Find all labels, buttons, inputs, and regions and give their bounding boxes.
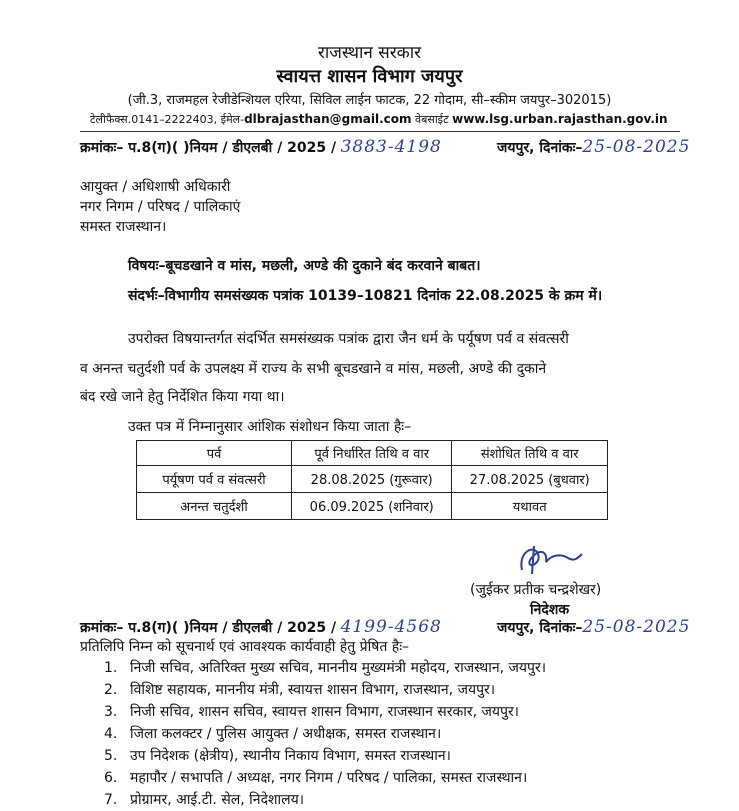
table-header-cell: पर्व bbox=[137, 441, 292, 466]
table-cell: 28.08.2025 (गुरूवार) bbox=[292, 466, 452, 493]
table-cell: अनन्त चतुर्दशी bbox=[137, 493, 292, 520]
list-item: 5. उप निदेशक (क्षेत्रीय), स्थानीय निकाय विभाग, समस्त राजस्थान। bbox=[104, 748, 451, 764]
reference-number-2 bbox=[80, 617, 442, 637]
table-row bbox=[137, 466, 608, 493]
addressee-line: समस्त राजस्थान। bbox=[80, 219, 167, 235]
subject-line: विषयः–बूचडखाने व मांस, मछली, अण्डे की दुकाने बंद करवाने बाबत। bbox=[128, 258, 481, 274]
reference-label-1: क्रमांकः– प.8(ग)( )नियम / डीएलबी / 2025 / bbox=[80, 140, 337, 156]
table-header-cell: पूर्व निर्धारित तिथि व वार bbox=[292, 441, 452, 466]
body-paragraph-2: उक्त पत्र में निम्नानुसार आंशिक संशोधन किया जाता हैः– bbox=[128, 419, 412, 435]
copy-intro: प्रतिलिपि निम्न को सूचनार्थ एवं आवश्यक कार्यवाही हेतु प्रेषित हैः– bbox=[80, 639, 410, 655]
addressee-block bbox=[80, 177, 240, 237]
date-label-2: जयपुर, दिनांकः– bbox=[497, 620, 583, 636]
signature-mark bbox=[508, 540, 588, 580]
body-paragraph-1-line-1: उपरोक्त विषयान्तर्गत संदर्भित समसंख्यक पत्रांक द्वारा जैन धर्म के पर्यूषण पर्व व संवत्सरी bbox=[128, 331, 569, 347]
signatory-designation: निदेशक bbox=[530, 602, 570, 618]
contact-phone: टेलीफैक्स.0141–2222403, ईमेल- bbox=[90, 113, 245, 126]
table-cell: यथावत bbox=[452, 493, 608, 520]
list-item: 6. महापौर / सभापति / अध्यक्ष, नगर निगम / परिषद / पालिका, समस्त राजस्थान। bbox=[104, 770, 528, 786]
body-paragraph-1-line-3: बंद रखे जाने हेतु निर्देशित किया गया था। bbox=[80, 389, 285, 405]
header-department: स्वायत्त शासन विभाग जयपुर bbox=[276, 66, 463, 87]
list-item: 3. निजी सचिव, शासन सचिव, स्वायत्त शासन विभाग, राजस्थान सरकार, जयपुर। bbox=[104, 704, 519, 720]
copy-list bbox=[104, 657, 546, 811]
addressee-line: नगर निगम / परिषद / पालिकाएं bbox=[80, 199, 241, 215]
handwritten-date-1: 25-08-2025 bbox=[582, 137, 691, 157]
handwritten-number-2: 4199-4568 bbox=[340, 617, 442, 637]
body-paragraph-1-line-2: व अनन्त चतुर्दशी पर्व के उपलक्ष्य में राज्य के सभी बूचडखाने व मांस, मछली, अण्डे की दुकाने bbox=[80, 361, 547, 377]
addressee-line: आयुक्त / अधिशाषी अधिकारी bbox=[80, 179, 231, 195]
table-header-cell: संशोधित तिथि व वार bbox=[452, 441, 608, 466]
reference-label-2: क्रमांकः– प.8(ग)( )नियम / डीएलबी / 2025 / bbox=[80, 620, 337, 636]
header-address: (जी.3, राजमहल रेजीडेन्शियल एरिया, सिविल लाईन फाटक, 22 गोदाम, सी–स्कीम जयपुर–302015) bbox=[127, 93, 612, 108]
date-label-1: जयपुर, दिनांकः– bbox=[497, 140, 583, 156]
letter-date-1 bbox=[497, 137, 690, 157]
list-item: 1. निजी सचिव, अतिरिक्त मुख्य सचिव, माननीय मुख्यमंत्री महोदय, राजस्थान, जयपुर। bbox=[104, 660, 547, 676]
contact-email: dlbrajasthan@gmail.com bbox=[244, 112, 412, 126]
reference-number-1 bbox=[80, 137, 442, 157]
contact-website-label: वेबसाईट bbox=[411, 113, 453, 126]
letter-date-2 bbox=[497, 617, 690, 637]
handwritten-number-1: 3883-4198 bbox=[340, 137, 442, 157]
handwritten-date-2: 25-08-2025 bbox=[582, 617, 691, 637]
schedule-table bbox=[136, 440, 608, 520]
signatory-name: (जुईकर प्रतीक चन्द्रशेखर) bbox=[470, 582, 602, 598]
list-item: 2. विशिष्ट सहायक, माननीय मंत्री, स्वायत्त शासन विभाग, राजस्थान, जयपुर। bbox=[104, 682, 496, 698]
table-cell: पर्यूषण पर्व व संवत्सरी bbox=[137, 466, 292, 493]
header-government: राजस्थान सरकार bbox=[317, 43, 422, 63]
table-row bbox=[137, 493, 608, 520]
header-contact bbox=[90, 112, 668, 127]
table-header-row bbox=[137, 441, 608, 466]
contact-website: www.lsg.urban.rajasthan.gov.in bbox=[452, 112, 668, 126]
list-item: 4. जिला कलक्टर / पुलिस आयुक्त / अधीक्षक, समस्त राजस्थान। bbox=[104, 726, 442, 742]
reference-line: संदर्भः–विभागीय समसंख्यक पत्रांक 10139–10821 दिनांक 22.08.2025 के क्रम में। bbox=[128, 288, 603, 304]
table-cell: 06.09.2025 (शनिवार) bbox=[292, 493, 452, 520]
list-item: 7. प्रोग्रामर, आई.टी. सेल, निदेशालय। bbox=[104, 792, 305, 808]
table-cell: 27.08.2025 (बुधवार) bbox=[452, 466, 608, 493]
header-divider bbox=[80, 131, 680, 132]
